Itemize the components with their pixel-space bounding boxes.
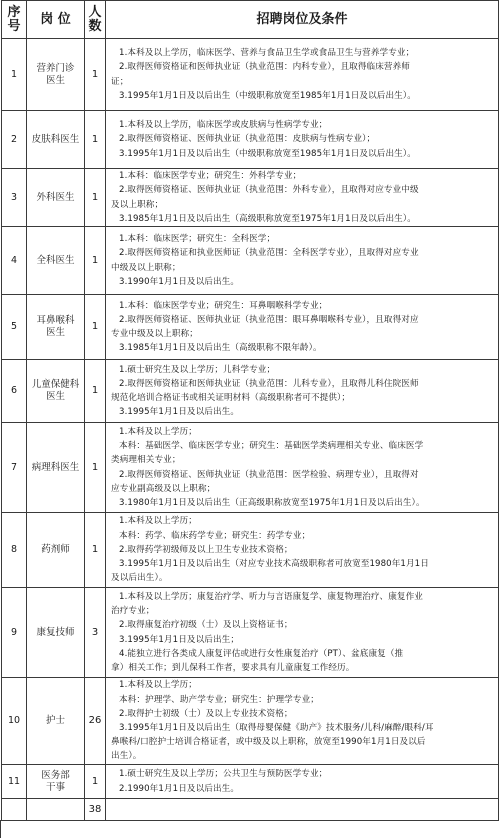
row-position: [27, 169, 85, 227]
recruitment-table: [1, 0, 499, 821]
condition-line: 1.本科及以上学历；: [119, 680, 197, 691]
row-position-line: 营养门诊: [36, 62, 75, 74]
row-serial-number: 11: [2, 765, 27, 799]
condition-line: 中级及以上职称；: [111, 262, 181, 273]
table-row: [2, 295, 499, 360]
row-position: [27, 295, 85, 360]
condition-line: 类病理相关专业；: [111, 455, 181, 466]
row-conditions: [106, 765, 499, 799]
row-position: [27, 588, 85, 678]
table-row: [2, 360, 499, 423]
condition-line: 2.取得医师资格证、医师执业证（执业范围：医学检验、病理专业），且取得对: [119, 469, 419, 480]
row-position-line: 医生: [45, 327, 65, 338]
row-conditions: [106, 111, 499, 169]
row-headcount: 1: [85, 111, 106, 169]
condition-line: 规范化培训合格证书或相关证明材料（高级职称者可不提供）；: [111, 393, 351, 403]
row-conditions: [106, 588, 499, 678]
condition-line: 及以后出生）。: [111, 573, 168, 584]
row-position: [27, 765, 85, 799]
condition-line: 应专业副高级及以上职称；: [111, 483, 216, 494]
condition-line: 2.取得医师资格证、医师执业证（执业范围：眼耳鼻咽喉科专业），且取得对应: [119, 314, 419, 325]
header-serial-number-part: 号: [7, 18, 21, 34]
row-position: [27, 678, 85, 765]
row-position-line: 病理科医生: [31, 461, 80, 473]
condition-line: 3.1995年1月1日及以后出生（中级职称放宽至1985年1月1日及以后出生）。: [119, 148, 416, 159]
total-headcount: 38: [85, 799, 106, 821]
row-position-line: 药剂师: [41, 544, 70, 555]
row-position-line: 医生: [45, 391, 65, 402]
row-position: [27, 423, 85, 513]
condition-line: 3.1995年1月1日及以后出生（中级职称放宽至1985年1月1日及以后出生）。: [119, 90, 416, 101]
row-headcount: 1: [85, 39, 106, 111]
row-headcount: 26: [85, 678, 106, 765]
condition-line: 1.本科：临床医学专业；研究生：耳鼻咽喉科学专业；: [119, 300, 328, 311]
row-position: [27, 513, 85, 588]
row-serial-number: 5: [2, 295, 27, 360]
header-serial-number: [2, 1, 27, 39]
row-conditions: [106, 360, 499, 423]
row-conditions: [106, 423, 499, 513]
condition-line: 3.1980年1月1日及以后出生（正高级职称放宽至1975年1月1日及以后出生）。: [119, 497, 425, 508]
condition-line: 2.取得医师资格证、医师执业证（执业范围：皮肤病与性病专业）；: [119, 134, 376, 145]
row-headcount: 1: [85, 360, 106, 423]
table-row: [2, 227, 499, 295]
table-row: [2, 111, 499, 169]
table-bottom-edge: [0, 820, 2, 838]
row-position: [27, 360, 85, 423]
header-count-part: 数: [88, 18, 102, 34]
table-row: [2, 423, 499, 513]
condition-line: 3.1995年1月1日及以后出生；: [119, 634, 240, 645]
row-position-line: 全科医生: [36, 254, 75, 266]
condition-line: 2.取得医师资格证和医师执业证（执业范围：内科专业），且取得临床营养师: [119, 62, 410, 73]
condition-line: 3.1990年1月1日及以后出生。: [119, 276, 240, 287]
row-serial-number: 6: [2, 360, 27, 423]
header-conditions: 招聘岗位及条件: [106, 1, 499, 39]
condition-line: 专业中级及以上职称；: [111, 329, 198, 339]
table-row: [2, 39, 499, 111]
table-row: [2, 678, 499, 765]
row-position-line: 外科医生: [36, 191, 75, 203]
row-serial-number: 3: [2, 169, 27, 227]
row-conditions: [106, 39, 499, 111]
row-position-line: 护士: [45, 715, 65, 726]
row-position-line: 皮肤科医生: [31, 133, 80, 145]
condition-line: 3.1995年1月1日及以后出生（对应专业技术高级职称者可放宽至1980年1月1日: [119, 559, 429, 570]
condition-line: 1.本科及以上学历；: [119, 516, 197, 527]
condition-line: 2.取得康复治疗初级（士）及以上资格证书；: [119, 620, 293, 631]
condition-line: 本科：药学、临床药学专业；研究生：药学专业；: [119, 530, 311, 541]
row-headcount: 1: [85, 169, 106, 227]
condition-line: 1.硕士研究生及以上学历；儿科学专业；: [119, 364, 276, 375]
table-row: [2, 765, 499, 799]
table-header-row: [2, 1, 499, 39]
row-position-line: 医务部: [41, 769, 70, 781]
condition-line: 1.本科及以上学历；: [119, 426, 197, 437]
row-conditions: [106, 513, 499, 588]
condition-line: 2.取得药学初级师及以上卫生专业技术资格；: [119, 544, 293, 555]
row-headcount: 1: [85, 423, 106, 513]
condition-line: 2.取得护士初级（士）及以上专业技术资格；: [119, 708, 293, 719]
condition-line: 治疗专业；: [111, 606, 155, 617]
condition-line: 1.本科：临床医学；研究生：全科医学；: [119, 234, 276, 245]
row-position-line: 干事: [45, 781, 65, 793]
row-position-line: 耳鼻喉科: [36, 315, 75, 326]
table-row: [2, 513, 499, 588]
header-count-part: 人: [88, 4, 102, 20]
row-serial-number: 9: [2, 588, 27, 678]
total-row: [2, 799, 499, 821]
row-position-line: 儿童保健科: [31, 379, 80, 390]
total-row-cell: [27, 799, 85, 821]
condition-line: 3.1995年1月1日及以后出生（取得母婴保健《助产》技术服务/儿科/麻醉/眼科/耳: [119, 723, 434, 733]
condition-line: 本科：护理学、助产学专业；研究生：护理学专业；: [119, 694, 319, 705]
row-position-line: 康复技师: [36, 626, 75, 638]
condition-line: 证；: [111, 76, 129, 87]
header-serial-number-part: 序: [7, 4, 21, 20]
condition-line: 拿）相关工作；到儿保科工作者，要求具有儿童康复工作经历。: [111, 662, 355, 673]
condition-line: 3.1985年1月1日及以后出生（高级职称不限年龄）。: [119, 343, 322, 354]
condition-line: 2.取得医师资格证、医师执业证（执业范围：外科专业），且取得对应专业中级: [119, 185, 419, 196]
row-conditions: [106, 227, 499, 295]
row-headcount: 1: [85, 227, 106, 295]
condition-line: 2.取得医师资格证和执业医师证（执业范围：全科医学专业），且取得对应专业: [119, 248, 419, 259]
row-conditions: [106, 295, 499, 360]
row-conditions: [106, 169, 499, 227]
condition-line: 2.1990年1月1日及以后出生。: [119, 783, 240, 794]
row-headcount: 1: [85, 295, 106, 360]
condition-line: 2.取得医师资格证和医师执业证（执业范围：儿科专业），且取得儿科住院医师: [119, 378, 419, 389]
total-row-cell: [106, 799, 499, 821]
condition-line: 3.1995年1月1日及以后出生。: [119, 407, 240, 418]
row-position: [27, 111, 85, 169]
condition-line: 1.硕士研究生及以上学历；公共卫生与预防医学专业；: [119, 769, 328, 780]
condition-line: 1.本科及以上学历，临床医学、营养与食品卫生学或食品卫生与营养学专业；: [119, 48, 415, 59]
header-count: [85, 1, 106, 39]
row-serial-number: 10: [2, 678, 27, 765]
row-serial-number: 7: [2, 423, 27, 513]
row-conditions: [106, 678, 499, 765]
table-row: [2, 588, 499, 678]
row-position: [27, 39, 85, 111]
total-row-cell: [2, 799, 27, 821]
condition-line: 本科：基础医学、临床医学专业；研究生：基础医学类病理相关专业、临床医学: [119, 441, 424, 452]
row-headcount: 1: [85, 765, 106, 799]
row-serial-number: 8: [2, 513, 27, 588]
row-position-line: 医生: [45, 74, 65, 86]
condition-line: 1.本科：临床医学专业；研究生：外科学专业；: [119, 171, 302, 182]
condition-line: 鼻喉科/口腔护士培训合格证者，或中级及以上职称，放宽至1990年1月1日及以后: [111, 737, 426, 748]
row-serial-number: 4: [2, 227, 27, 295]
condition-line: 1.本科及以上学历；康复治疗学、听力与言语康复学、康复物理治疗、康复作业: [119, 591, 423, 602]
condition-line: 3.1985年1月1日及以后出生（高级职称放宽至1975年1月1日及以后出生）。: [119, 213, 416, 224]
row-headcount: 3: [85, 588, 106, 678]
condition-line: 出生）。: [111, 751, 142, 762]
row-headcount: 1: [85, 513, 106, 588]
table-row: [2, 169, 499, 227]
condition-line: 1.本科及以上学历，临床医学或皮肤病与性病学专业；: [119, 120, 328, 131]
header-position: 岗 位: [27, 1, 85, 39]
condition-line: 及以上职称；: [111, 199, 164, 210]
row-serial-number: 1: [2, 39, 27, 111]
condition-line: 4.能独立进行各类成人康复评估或进行女性康复治疗（PT）、盆底康复（推: [119, 648, 404, 659]
row-serial-number: 2: [2, 111, 27, 169]
row-position: [27, 227, 85, 295]
